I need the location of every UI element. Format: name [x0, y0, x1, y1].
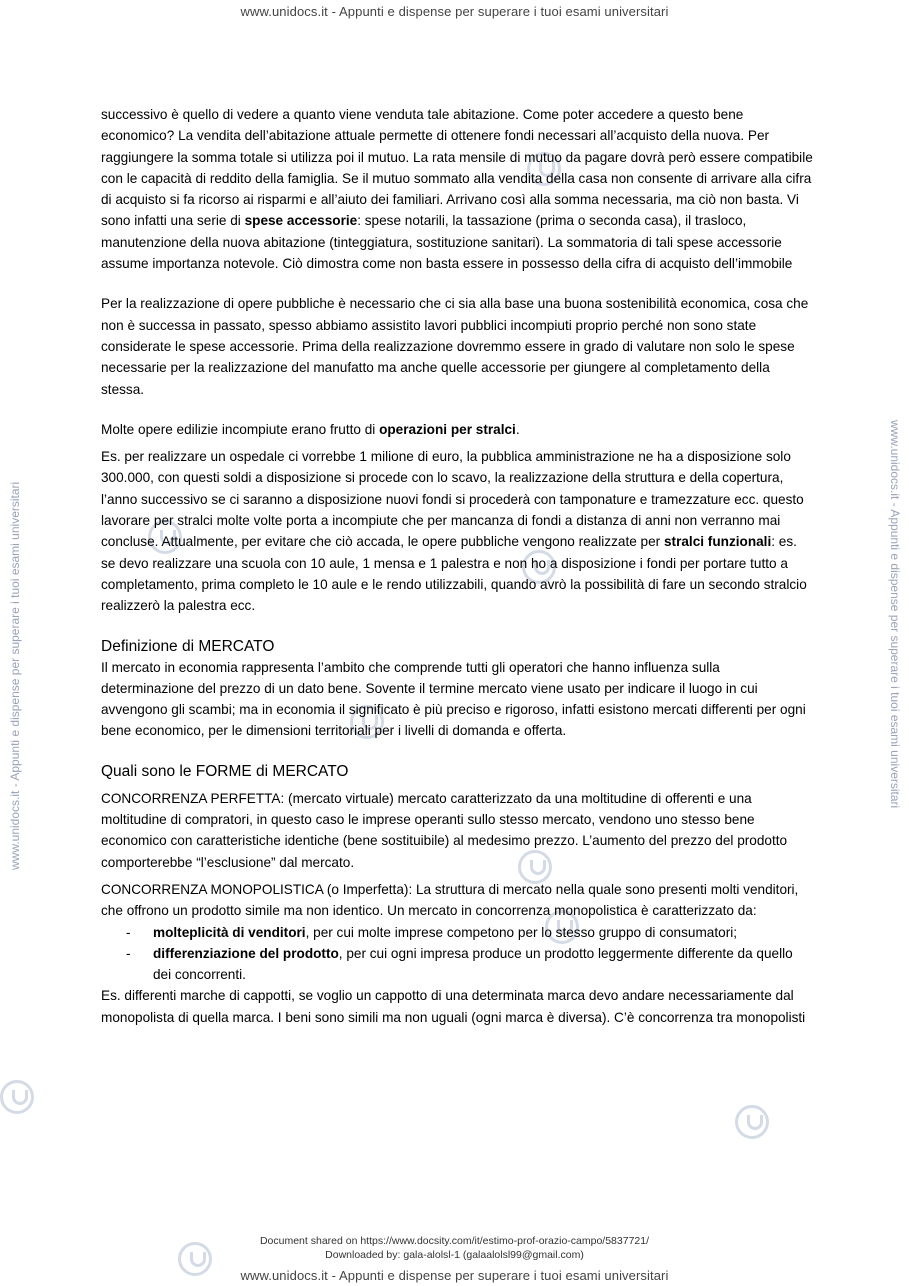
paragraph: Molte opere edilizie incompiute erano frutto di operazioni per stralci.: [101, 421, 520, 437]
paragraph: Il mercato in economia rappresenta l’ambito che comprende tutti gli operatori che hanno influenza sulla determinazione del prezzo di un dato bene. Sovente il termine mercato viene usato per indicare il luogo in cui avvengono gli scambi; ma in economia il significato è più preciso e rigoroso, infatti esistono mercati differenti per ogni bene economico, per le dimensioni territoriali per i livelli di domanda e offerta.: [101, 659, 806, 739]
watermark-side-right: www.unidocs.it - Appunti e dispense per superare i tuoi esami universitari: [888, 420, 902, 809]
watermark-top: www.unidocs.it - Appunti e dispense per superare i tuoi esami universitari: [240, 4, 669, 19]
heading-mercato: Definizione di MERCATO: [101, 637, 275, 655]
paragraph: successivo è quello di vedere a quanto viene venduta tale abitazione. Come poter accedere a questo bene economico? La vendita dell’abitazione attuale permette di ottenere fondi necessari all’acquisto della nuova. Per raggiungere la somma totale si utilizza poi il mutuo. La rata mensile di mutuo da pagare dovrà però essere compatibile con le capacità di reddito della famiglia. Se il mutuo sommato alla vendita della casa non consente di arrivare alla cifra di acquisto si fa ricorso ai risparmi e all’aiuto dei familiari. Arrivano così alla somma necessaria, ma ciò non basta. Vi sono infatti una serie di spese accessorie: spese notarili, la tassazione (prima o seconda casa), il trasloco, manutenzione della nuova abitazione (tinteggiatura, sostituzione sanitari). La sommatoria di tali spese accessorie assume importanza notevole. Ciò dimostra come non basta essere in possesso della cifra di acquisto dell’immobile: [101, 107, 813, 272]
paragraph: Es. per realizzare un ospedale ci vorrebbe 1 milione di euro, la pubblica amministrazione ne ha a disposizione solo 300.000, con questi soldi a disposizione si procede con lo scavo, la realizzazione della struttura e della copertura, l’anno successivo se ci saranno a disposizione nuovi fondi si procederà con tamponature e tramezzature ecc. questo lavorare per stralci molte volte porta a incompiute che per mancanza di fondi a distanza di anni non verranno mai concluse. Attualmente, per evitare che ciò accada, le opere pubbliche vengono realizzate per stralci funzionali: es. se devo realizzare una scuola con 10 aule, 1 mensa e 1 palestra e non ho a disposizione i fondi per portare tutto a completamento, prima completo le 10 aule e le rendo utilizzabili, quando avrò la possibilità di fare un secondo stralcio realizzerò la palestra ecc.: [101, 449, 807, 614]
bullet-list: [101, 922, 813, 986]
paragraph: CONCORRENZA MONOPOLISTICA (o Imperfetta): La struttura di mercato nella quale sono presenti molti venditori, che offrono un prodotto simile ma non identico. Un mercato in concorrenza monopolistica è caratterizzato da:: [101, 881, 799, 919]
document-body: [101, 104, 813, 1047]
watermark-bottom: www.unidocs.it - Appunti e dispense per superare i tuoi esami universitari: [240, 1268, 669, 1283]
watermark-logo-icon: [0, 1080, 34, 1114]
list-item: - molteplicità di venditori, per cui molte imprese competono per lo stesso gruppo di consumatori;: [153, 922, 813, 943]
watermark-side-left: www.unidocs.it - Appunti e dispense per superare i tuoi esami universitari: [8, 481, 22, 870]
footer-downloaded-by: Downloaded by: gala-alolsl-1 (galaalolsl99@gmail.com): [325, 1249, 584, 1261]
list-item: - differenziazione del prodotto, per cui ogni impresa produce un prodotto leggermente differente da quello dei concorrenti.: [153, 943, 813, 986]
paragraph: CONCORRENZA PERFETTA: (mercato virtuale) mercato caratterizzato da una moltitudine di offerenti e una moltitudine di compratori, in questo caso le imprese operanti sullo stesso mercato, vendono uno stesso bene economico con caratteristiche identiche (bene sostituibile) al medesimo prezzo. L’aumento del prezzo del prodotto comporterebbe “l’esclusione” dal mercato.: [101, 790, 788, 870]
heading-forme-mercato: Quali sono le FORME di MERCATO: [101, 762, 349, 780]
paragraph: Per la realizzazione di opere pubbliche è necessario che ci sia alla base una buona sostenibilità economica, cosa che non è successa in passato, spesso abbiamo assistito lavori pubblici incompiuti proprio perché non sono state considerate le spese accessorie. Prima della realizzazione dovremmo essere in grado di valutare non solo le spese necessarie per la realizzazione del manufatto ma anche quelle accessorie per giungere al completamento della stessa.: [101, 296, 809, 397]
footer-shared-link: Document shared on https://www.docsity.com/it/estimo-prof-orazio-campo/5837721/: [259, 1235, 650, 1247]
watermark-logo-icon: [735, 1105, 769, 1139]
paragraph: Es. differenti marche di cappotti, se voglio un cappotto di una determinata marca devo andare necessariamente dal monopolista di quella marca. I beni sono simili ma non uguali (ogni marca è diversa). C’è concorrenza tra monopolisti: [101, 988, 806, 1025]
